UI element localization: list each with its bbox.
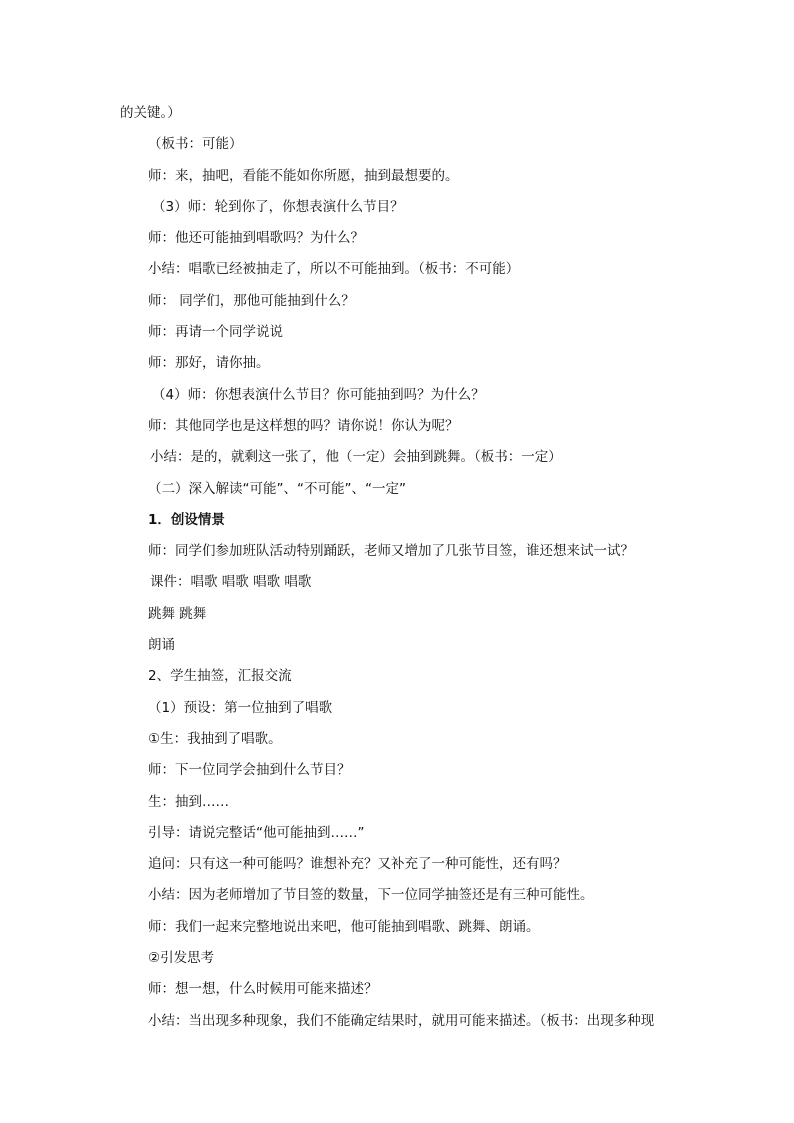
section-heading: （二）深入解读“可能”、“不可能”、“一定” (148, 480, 406, 497)
text-line: （4）师：你想表演什么节目？你可能抽到吗？为什么？ (152, 386, 485, 403)
text-line: 师：再请一个同学说说 (148, 324, 283, 341)
text-line: 师：我们一起来完整地说出来吧，他可能抽到唱歌、跳舞、朗诵。 (148, 918, 540, 935)
text-line: 小结：是的，就剩这一张了，他（一定）会抽到跳舞。（板书：一定） (150, 449, 562, 466)
text-line: （3）师：轮到你了，你想表演什么节目？ (152, 198, 404, 215)
text-line: 生：抽到…… (148, 793, 229, 810)
text-line: 小结：因为老师增加了节目签的数量，下一位同学抽签还是有三种可能性。 (148, 887, 594, 904)
text-line: ②引发思考 (148, 950, 215, 967)
subsection-heading: 1．创设情景 (148, 511, 225, 528)
text-line: 师：下一位同学会抽到什么节目？ (148, 762, 351, 779)
text-line: 师：来，抽吧，看能不能如你所愿，抽到最想要的。 (148, 167, 459, 184)
document-body (120, 98, 680, 1037)
text-line: 师：那好，请你抽。 (148, 355, 270, 372)
text-line: （板书：可能） (148, 136, 243, 153)
text-line: 引导：请说完整话“他可能抽到……” (148, 824, 365, 841)
text-line: 师：其他同学也是这样想的吗？请你说！你认为呢？ (148, 417, 459, 434)
text-line: 的关键。） (120, 105, 181, 121)
text-line: 小结：当出现多种现象，我们不能确定结果时，就用可能来描述。（板书：出现多种现 (148, 1012, 655, 1029)
text-line: ①生：我抽到了唱歌。 (148, 730, 282, 747)
text-line: 跳舞 跳舞 (148, 605, 207, 622)
text-line: （1）预设：第一位抽到了唱歌 (148, 699, 333, 716)
text-line: 师：他还可能抽到唱歌吗？为什么？ (148, 230, 364, 247)
text-line: 追问：只有这一种可能吗？谁想补充？又补充了一种可能性，还有吗？ (148, 856, 567, 873)
text-line: 师：同学们参加班队活动特别踊跃，老师又增加了几张节目签，谁还想来试一试？ (148, 543, 634, 560)
text-line: 师： 同学们，那他可能抽到什么？ (148, 292, 355, 309)
text-line: 师：想一想，什么时候用可能来描述？ (148, 981, 378, 998)
text-line: 朗诵 (148, 637, 175, 654)
text-line: 课件：唱歌 唱歌 唱歌 唱歌 (150, 574, 312, 591)
subsection-heading: 2、学生抽签，汇报交流 (148, 668, 292, 685)
text-line: 小结：唱歌已经被抽走了，所以不可能抽到。（板书：不可能） (148, 261, 520, 278)
